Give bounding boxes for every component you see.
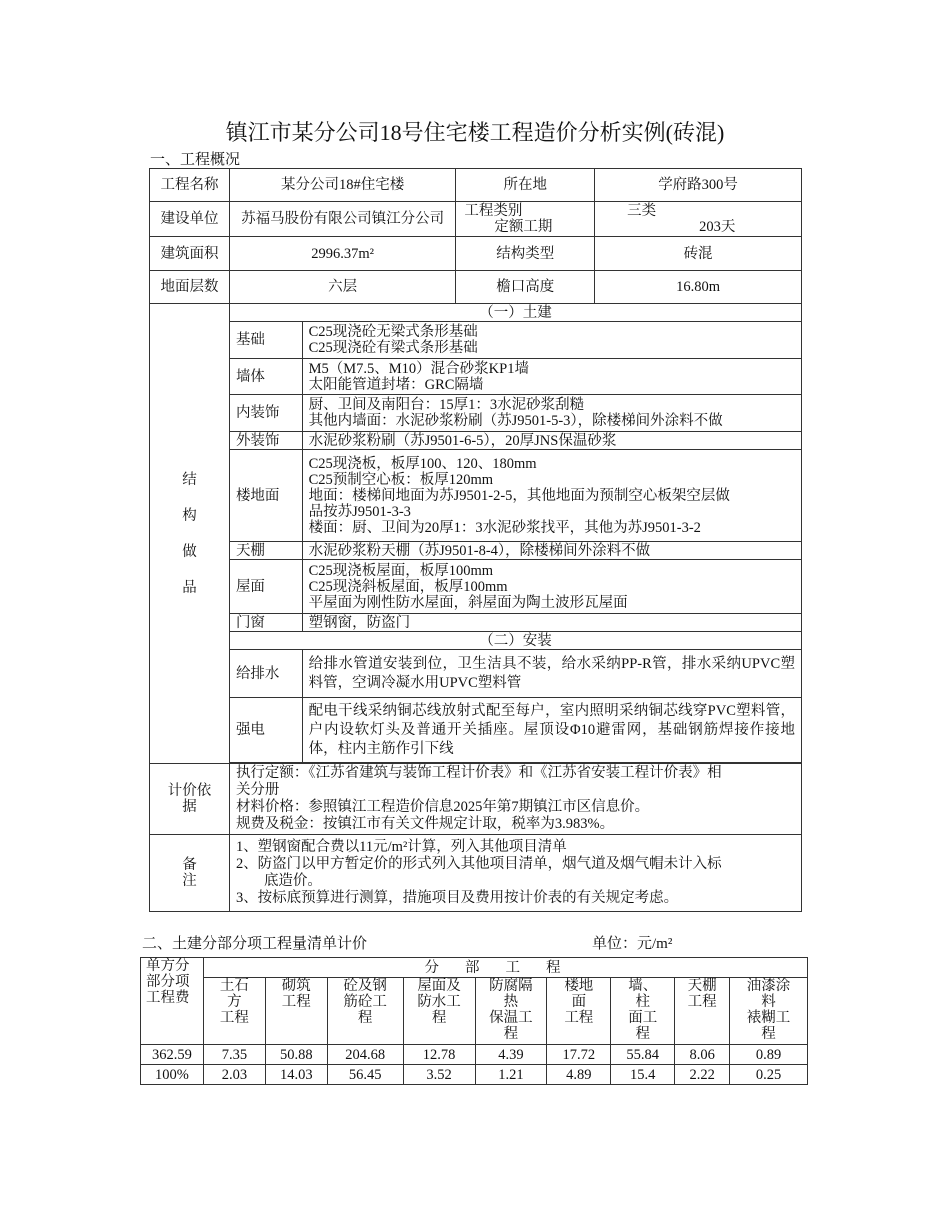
civil-row-label: 屋面 bbox=[229, 560, 302, 614]
column-header-line: 裱糊工 bbox=[746, 1010, 791, 1026]
cost-cell: 15.4 bbox=[611, 1065, 675, 1085]
column-header-line: 料 bbox=[761, 994, 776, 1010]
content-line: C25现浇板，板厚100、120、180mm bbox=[308, 455, 537, 472]
install-row-label: 强电 bbox=[229, 698, 302, 763]
cost-cell: 0.89 bbox=[730, 1045, 808, 1065]
cost-column-header bbox=[675, 978, 730, 1045]
civil-row-content bbox=[302, 359, 801, 395]
column-header-line: 工程 bbox=[219, 1010, 249, 1026]
content-line: 3、按标底预算进行测算，措施项目及费用按计价表的有关规定考虑。 bbox=[235, 890, 679, 906]
cost-column-header bbox=[203, 978, 265, 1045]
cost-cell: 50.88 bbox=[265, 1045, 327, 1065]
install-row-content: 给排水管道安装到位，卫生洁具不装，给水采纳PP-R管，排水采纳UPVC塑料管，空调冷凝水用UPVC塑料管 bbox=[302, 650, 801, 698]
notes-label: 备注 bbox=[150, 835, 230, 912]
overview-table bbox=[149, 168, 802, 912]
project-name-value: 某分公司18#住宅楼 bbox=[229, 169, 455, 202]
column-header-line: 程 bbox=[431, 1010, 447, 1026]
civil-row-content bbox=[302, 432, 801, 450]
install-section-header: （二）安装 bbox=[229, 632, 801, 650]
column-header-line: 程 bbox=[503, 1026, 519, 1042]
structure-group-char: 品 bbox=[182, 579, 197, 596]
cost-cell: 7.35 bbox=[203, 1045, 265, 1065]
cost-cell: 56.45 bbox=[327, 1065, 403, 1085]
civil-row-label: 外装饰 bbox=[229, 432, 302, 450]
civil-row-content bbox=[302, 322, 801, 359]
content-line: 太阳能管道封堵：GRC隔墙 bbox=[308, 376, 484, 393]
corner-line: 工程费 bbox=[146, 990, 190, 1006]
column-header-line: 工程 bbox=[564, 1010, 594, 1026]
column-header-line: 天棚 bbox=[687, 978, 717, 994]
unit-label: 单位：元/m² bbox=[592, 936, 673, 952]
project-name-label: 工程名称 bbox=[150, 169, 230, 202]
content-line: C25现浇板屋面，板厚100mm bbox=[308, 562, 494, 579]
content-line: C25预制空心板：板厚120mm bbox=[308, 471, 494, 488]
content-line: 楼面：厨、卫间为20厚1：3水泥砂浆找平，其他为苏J9501-3-2 bbox=[308, 519, 701, 536]
column-header-line: 面 bbox=[571, 994, 587, 1010]
content-line: 执行定额：《江苏省建筑与装饰工程计价表》和《江苏省安装工程计价表》相 bbox=[235, 765, 722, 781]
civil-section-header: （一）土建 bbox=[229, 304, 801, 322]
content-line: 关分册 bbox=[235, 782, 280, 798]
column-header-line: 工程 bbox=[687, 994, 717, 1010]
column-header-line: 方 bbox=[227, 994, 242, 1010]
column-header-line: 程 bbox=[761, 1026, 776, 1042]
content-line: 其他内墙面：水泥砂浆粉刷（苏J9501-5-3），除楼梯间外涂料不做 bbox=[308, 413, 723, 429]
column-header-line: 屋面及 bbox=[417, 978, 461, 994]
cost-column-header bbox=[730, 978, 808, 1045]
structure-group-label bbox=[150, 304, 230, 764]
column-header-line: 工程 bbox=[281, 994, 311, 1010]
cost-table bbox=[140, 957, 808, 1085]
column-header-line: 柱 bbox=[635, 994, 650, 1010]
structure-value: 砖混 bbox=[595, 237, 802, 271]
column-header-line: 面工 bbox=[628, 1010, 658, 1026]
column-header-line: 油漆涂 bbox=[746, 978, 791, 994]
content-line: 水泥砂浆粉天棚（苏J9501-8-4），除楼梯间外涂料不做 bbox=[308, 542, 651, 559]
structure-group-char: 构 bbox=[182, 507, 197, 524]
floors-value: 六层 bbox=[229, 271, 455, 304]
corner-line: 单方分 bbox=[146, 958, 190, 974]
cost-column-header bbox=[403, 978, 475, 1045]
column-header-line: 土石 bbox=[219, 978, 249, 994]
structure-group-char: 结 bbox=[182, 471, 197, 488]
cost-cell: 55.84 bbox=[611, 1045, 675, 1065]
content-line: 地面：楼梯间地面为苏J9501-2-5，其他地面为预制空心板架空层做 bbox=[308, 487, 730, 504]
area-value: 2996.37m² bbox=[229, 237, 455, 271]
cost-group-header: 分部工程 bbox=[203, 958, 807, 978]
category-label: 工程类别 bbox=[464, 203, 523, 219]
notes-content bbox=[229, 835, 801, 912]
cost-column-header bbox=[327, 978, 403, 1045]
civil-row-label: 门窗 bbox=[229, 614, 302, 632]
cost-column-header bbox=[475, 978, 547, 1045]
section-heading-cost: 二、土建分部分项工程量清单计价 bbox=[142, 936, 368, 952]
cost-table-corner bbox=[141, 958, 204, 1045]
category-period-labels bbox=[456, 202, 595, 237]
cost-row-total: 100% bbox=[141, 1065, 204, 1085]
content-line: 底造价。 bbox=[263, 873, 322, 889]
content-line: 厨、卫间及南阳台：15厚1：3水泥砂浆刮糙 bbox=[308, 397, 585, 413]
content-line: C25现浇斜板屋面，板厚100mm bbox=[308, 578, 508, 595]
civil-row-label: 基础 bbox=[229, 322, 302, 359]
location-label: 所在地 bbox=[456, 169, 595, 202]
page-title: 镇江市某分公司18号住宅楼工程造价分析实例(砖混) bbox=[225, 120, 725, 145]
cost-cell: 12.78 bbox=[403, 1045, 475, 1065]
column-header-line: 程 bbox=[357, 1010, 373, 1026]
content-line: 水泥砂浆粉刷（苏J9501-6-5），20厚JNS保温砂浆 bbox=[308, 432, 617, 449]
civil-row-content bbox=[302, 542, 801, 560]
column-header-line: 热 bbox=[503, 994, 519, 1010]
content-line: 平屋面为刚性防水屋面，斜屋面为陶土波形瓦屋面 bbox=[308, 594, 628, 611]
category-period-values bbox=[595, 202, 802, 237]
column-header-line: 楼地 bbox=[564, 978, 594, 994]
civil-row-label: 天棚 bbox=[229, 542, 302, 560]
install-row-label: 给排水 bbox=[229, 650, 302, 698]
column-header-line: 砌筑 bbox=[281, 978, 311, 994]
category-value: 三类 bbox=[627, 203, 657, 219]
area-label: 建筑面积 bbox=[150, 237, 230, 271]
cost-cell: 8.06 bbox=[675, 1045, 730, 1065]
section-heading-overview: 一、工程概况 bbox=[150, 152, 241, 168]
location-value: 学府路300号 bbox=[595, 169, 802, 202]
content-line: 品按苏J9501-3-3 bbox=[308, 503, 411, 520]
eave-value: 16.80m bbox=[595, 271, 802, 304]
corner-line: 部分项 bbox=[146, 974, 190, 990]
content-line: 2、防盗门以甲方暂定价的形式列入其他项目清单，烟气道及烟气帽未计入标 bbox=[235, 856, 722, 872]
column-header-line: 砼及钢 bbox=[343, 978, 387, 994]
floors-label: 地面层数 bbox=[150, 271, 230, 304]
civil-row-content bbox=[302, 614, 801, 632]
civil-row-label: 墙体 bbox=[229, 359, 302, 395]
cost-cell: 14.03 bbox=[265, 1065, 327, 1085]
column-header-line: 程 bbox=[635, 1026, 650, 1042]
cost-column-header bbox=[611, 978, 675, 1045]
cost-row-total: 362.59 bbox=[141, 1045, 204, 1065]
content-line: 材料价格：参照镇江工程造价信息2025年第7期镇江市区信息价。 bbox=[235, 799, 650, 815]
civil-row-label: 内装饰 bbox=[229, 395, 302, 432]
builder-label: 建设单位 bbox=[150, 202, 230, 237]
column-header-line: 防腐隔 bbox=[489, 978, 533, 994]
cost-cell: 4.89 bbox=[547, 1065, 611, 1085]
cost-cell: 4.39 bbox=[475, 1045, 547, 1065]
cost-column-header bbox=[547, 978, 611, 1045]
civil-row-content bbox=[302, 560, 801, 614]
period-label: 定额工期 bbox=[494, 219, 553, 235]
cost-column-header bbox=[265, 978, 327, 1045]
column-header-line: 防水工 bbox=[417, 994, 461, 1010]
cost-cell: 2.03 bbox=[203, 1065, 265, 1085]
content-line: C25现浇砼有梁式条形基础 bbox=[308, 340, 478, 356]
cost-cell: 2.22 bbox=[675, 1065, 730, 1085]
column-header-line: 墙、 bbox=[628, 978, 658, 994]
content-line: C25现浇砼无梁式条形基础 bbox=[308, 324, 478, 340]
cost-cell: 3.52 bbox=[403, 1065, 475, 1085]
period-value: 203天 bbox=[699, 219, 736, 235]
eave-label: 檐口高度 bbox=[456, 271, 595, 304]
structure-label: 结构类型 bbox=[456, 237, 595, 271]
civil-row-label: 楼地面 bbox=[229, 450, 302, 542]
structure-group-char: 做 bbox=[182, 543, 197, 560]
content-line: M5（M7.5、M10）混合砂浆KP1墙 bbox=[308, 360, 529, 377]
civil-row-content bbox=[302, 450, 801, 542]
install-row-content: 配电干线采纳铜芯线放射式配至每户，室内照明采纳铜芯线穿PVC塑料管，户内设软灯头及普通开关插座。屋顶设Φ10避雷网，基础钢筋焊接作接地体，柱内主筋作引下线 bbox=[302, 698, 801, 763]
cost-cell: 0.25 bbox=[730, 1065, 808, 1085]
cost-cell: 1.21 bbox=[475, 1065, 547, 1085]
cost-cell: 204.68 bbox=[327, 1045, 403, 1065]
column-header-line: 筋砼工 bbox=[343, 994, 387, 1010]
basis-content bbox=[229, 764, 801, 835]
builder-value: 苏福马股份有限公司镇江分公司 bbox=[229, 202, 455, 237]
content-line: 规费及税金：按镇江市有关文件规定计取，税率为3.983%。 bbox=[235, 816, 615, 832]
content-line: 塑钢窗，防盗门 bbox=[308, 614, 411, 631]
content-line: 1、塑钢窗配合费以11元/m²计算，列入其他项目清单 bbox=[235, 839, 567, 855]
basis-label: 计价依据 bbox=[150, 764, 230, 835]
civil-row-content bbox=[302, 395, 801, 432]
column-header-line: 保温工 bbox=[489, 1010, 533, 1026]
cost-cell: 17.72 bbox=[547, 1045, 611, 1065]
